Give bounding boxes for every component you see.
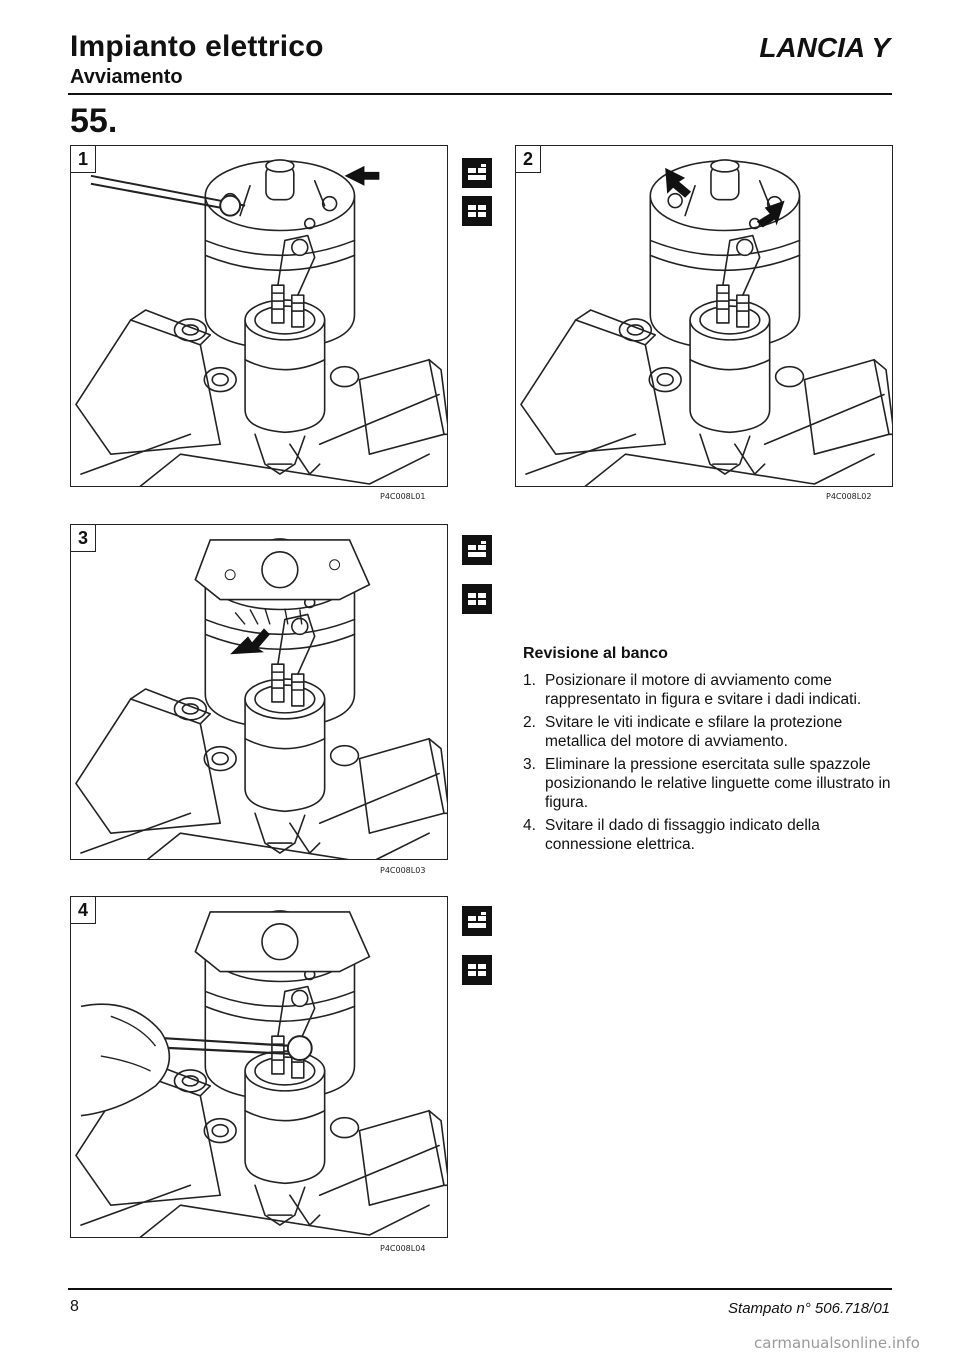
procedure-step: 1. Posizionare il motore di avviamento come rappresentato in figura e svitare i dadi indicati.: [523, 672, 862, 708]
figure-code: P4C008L03: [380, 866, 426, 875]
figure-2-drawing: [516, 146, 892, 486]
figure-4-drawing: [71, 897, 447, 1237]
figure-number: 1: [71, 146, 96, 173]
figure-3-drawing: [71, 525, 447, 859]
figure-2: [515, 145, 893, 487]
figure-code: P4C008L04: [380, 1244, 426, 1253]
procedure-step: 4. Svitare il dado di fissaggio indicato della connessione elettrica.: [523, 817, 820, 853]
figure-number: 3: [71, 525, 96, 552]
procedure-text: [523, 644, 895, 858]
watermark: carmanualsonline.info: [754, 1334, 920, 1352]
figure-code: P4C008L02: [826, 492, 872, 501]
header-rule: [68, 93, 892, 95]
section-number: 55.: [70, 102, 118, 140]
procedure-steps: [523, 671, 895, 854]
tool-reference-icon: [462, 158, 492, 188]
brand-model: LANCIA Y: [759, 32, 890, 63]
repair-procedure-icon: [462, 196, 492, 226]
figure-3: [70, 524, 448, 860]
procedure-step: 2. Svitare le viti indicate e sfilare la protezione metallica del motore di avviamento.: [523, 714, 843, 750]
tool-reference-icon: [462, 535, 492, 565]
chapter-subtitle: Avviamento: [70, 66, 183, 88]
figure-1: [70, 145, 448, 487]
tool-reference-icon: [462, 906, 492, 936]
figure-1-drawing: [71, 146, 447, 486]
page-number: 8: [70, 1298, 79, 1315]
figure-4: [70, 896, 448, 1238]
print-reference: Stampato n° 506.718/01: [728, 1300, 890, 1317]
procedure-step: 3. Eliminare la pressione esercitata sulle spazzole posizionando le relative linguette come illustrato in figura.: [523, 756, 891, 811]
figure-code: P4C008L01: [380, 492, 426, 501]
figure-number: 4: [71, 897, 96, 924]
repair-procedure-icon: [462, 584, 492, 614]
repair-procedure-icon: [462, 955, 492, 985]
footer-rule: [68, 1288, 892, 1290]
chapter-title: Impianto elettrico: [70, 30, 324, 63]
figure-number: 2: [516, 146, 541, 173]
procedure-heading: Revisione al banco: [523, 645, 668, 662]
